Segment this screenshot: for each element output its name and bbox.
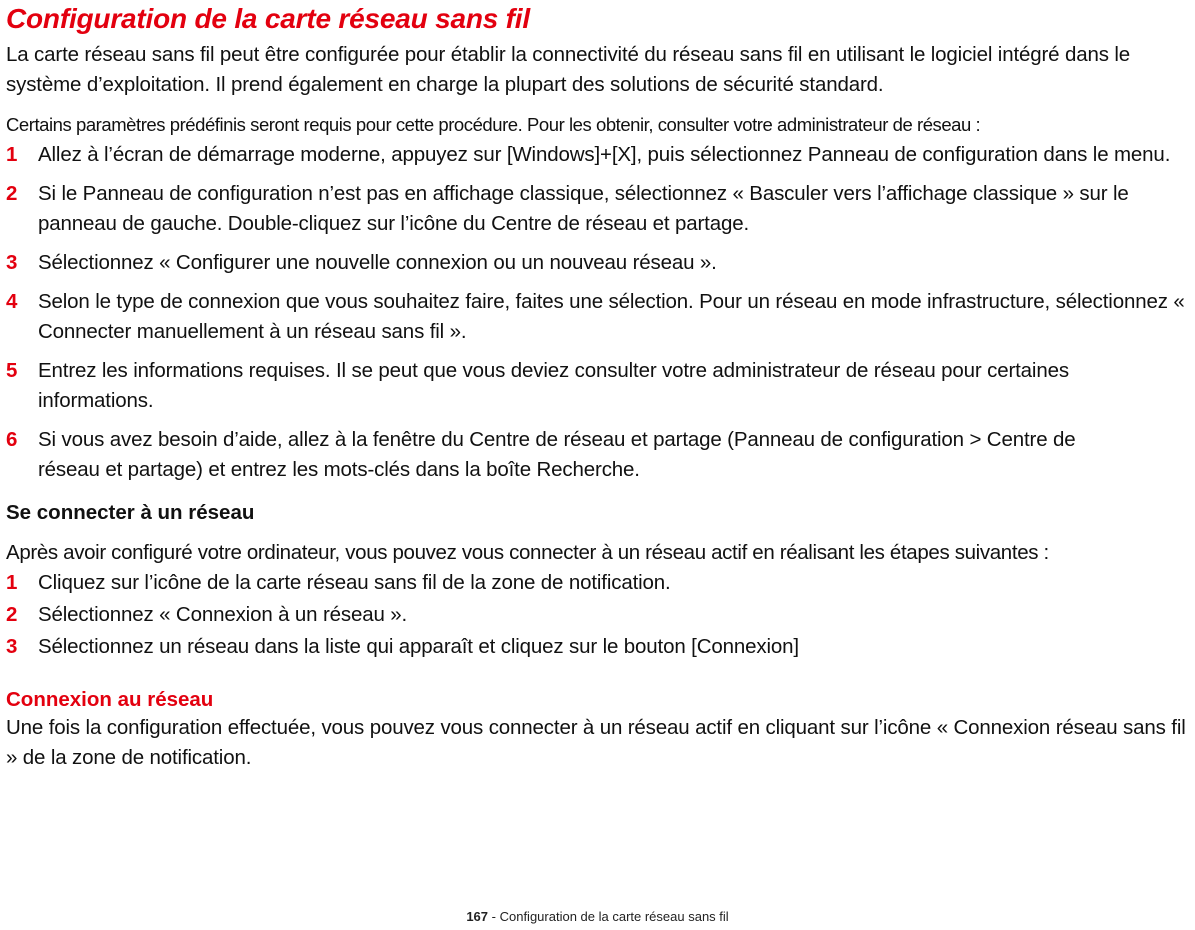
step-text: Sélectionnez « Connexion à un réseau ». — [38, 603, 408, 626]
connect-step — [6, 600, 1191, 630]
step-text: Sélectionnez un réseau dans la liste qui apparaît et cliquez sur le bouton [Connexion] — [38, 635, 799, 658]
footer-section-title: Configuration de la carte réseau sans fil — [499, 909, 729, 924]
step-text: Sélectionnez « Configurer une nouvelle connexion ou un nouveau réseau ». — [38, 251, 717, 274]
setup-step — [6, 356, 1191, 416]
setup-step — [6, 179, 1191, 239]
setup-steps-list — [6, 140, 1191, 485]
setup-step — [6, 287, 1191, 347]
step-number: 5 — [6, 359, 18, 382]
connection-heading: Connexion au réseau — [6, 688, 214, 711]
step-text: Allez à l’écran de démarrage moderne, appuyez sur [Windows]+[X], puis sélectionnez Panneau de configuration dans le menu. — [38, 143, 1171, 166]
step-text: Entrez les informations requises. Il se peut que vous deviez consulter votre administrateur de réseau pour certaines informations. — [38, 359, 1069, 412]
prerequisites-paragraph: Certains paramètres prédéfinis seront requis pour cette procédure. Pour les obtenir, consulter votre administrateur de réseau : — [6, 114, 981, 135]
step-number: 3 — [6, 635, 18, 658]
footer-page-number: 167 — [466, 909, 489, 924]
step-number: 6 — [6, 428, 18, 451]
step-number: 1 — [6, 571, 18, 594]
step-text: Selon le type de connexion que vous souhaitez faire, faites une sélection. Pour un réseau en mode infrastructure, sélectionnez « Connecter manuellement à un réseau sans fil ». — [38, 290, 1185, 343]
step-text: Si vous avez besoin d’aide, allez à la fenêtre du Centre de réseau et partage (Panneau de configuration > Centre de réseau et partage) et entrez les mots-clés dans la boîte Recherche. — [38, 428, 1076, 481]
connect-step — [6, 568, 1191, 598]
connect-heading: Se connecter à un réseau — [6, 501, 255, 524]
setup-step — [6, 248, 1191, 278]
connection-paragraph: Une fois la configuration effectuée, vous pouvez vous connecter à un réseau actif en cliquant sur l’icône « Connexion réseau sans fil » de la zone de notification. — [6, 716, 1186, 769]
step-text: Cliquez sur l’icône de la carte réseau sans fil de la zone de notification. — [38, 571, 671, 594]
document-page — [6, 0, 1191, 773]
step-text: Si le Panneau de configuration n’est pas en affichage classique, sélectionnez « Basculer vers l’affichage classique » sur le panneau de gauche. Double-cliquez sur l’icône du Centre de réseau et partage. — [38, 182, 1129, 235]
page-title: Configuration de la carte réseau sans fil — [6, 3, 530, 34]
setup-step — [6, 140, 1191, 170]
page-footer — [0, 908, 1195, 926]
footer-separator: - — [488, 909, 500, 924]
connect-steps-list — [6, 568, 1191, 662]
connect-step — [6, 632, 1191, 662]
step-number: 3 — [6, 251, 18, 274]
setup-step — [6, 425, 1191, 485]
step-number: 4 — [6, 290, 18, 313]
step-number: 2 — [6, 603, 18, 626]
connect-intro-paragraph: Après avoir configuré votre ordinateur, vous pouvez vous connecter à un réseau actif en réalisant les étapes suivantes : — [6, 541, 1049, 564]
intro-paragraph: La carte réseau sans fil peut être configurée pour établir la connectivité du réseau sans fil en utilisant le logiciel intégré dans le système d’exploitation. Il prend également en charge la plupart des solutions de sécurité standard. — [6, 43, 1131, 96]
step-number: 1 — [6, 143, 18, 166]
step-number: 2 — [6, 182, 18, 205]
